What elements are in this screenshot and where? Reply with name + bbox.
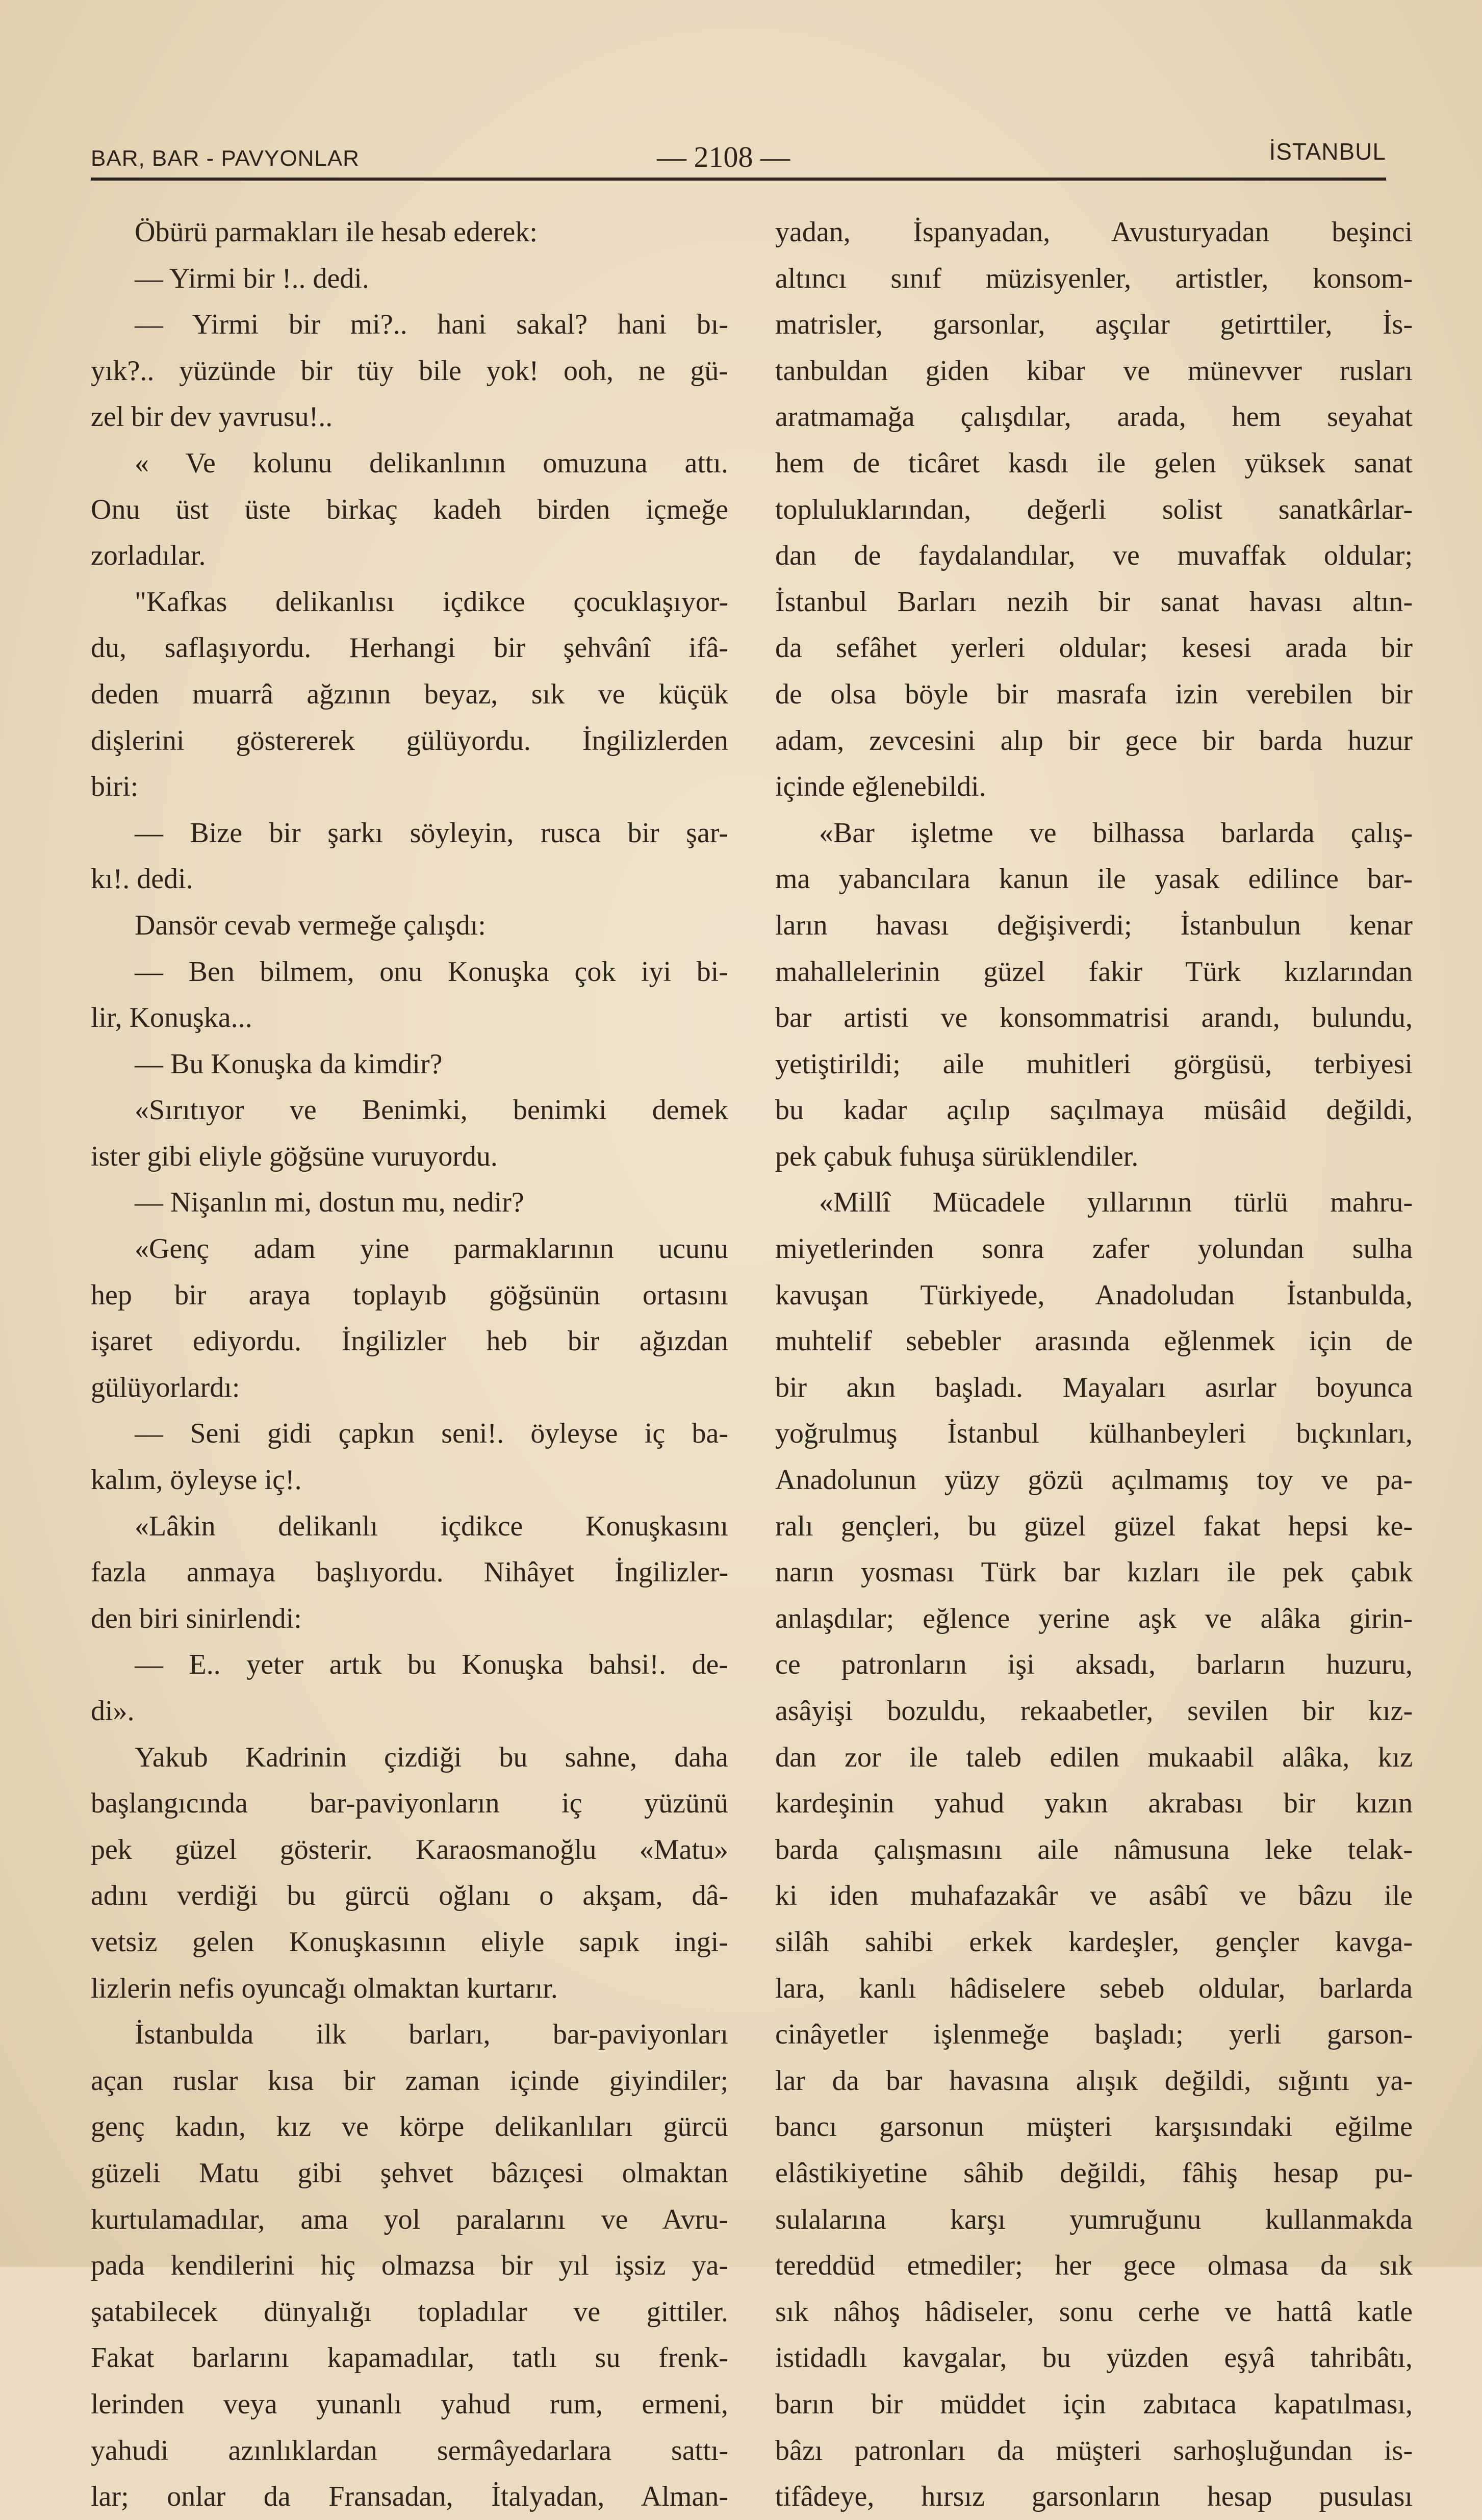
text-line: ların havası değişiverdi; İstanbulun kenar	[775, 909, 1413, 941]
right-column	[775, 209, 1413, 2520]
text-line: sık nâhoş hâdiseler, sonu cerhe ve hattâ katle	[775, 2296, 1413, 2328]
text-line: sulalarına karşı yumruğunu kullanmakda	[775, 2203, 1413, 2235]
text-line: zorladılar.	[91, 540, 206, 572]
running-header	[91, 138, 1386, 179]
text-line: altıncı sınıf müzisyenler, artistler, konsom-	[775, 262, 1413, 294]
text-line: Fakat barlarını kapamadılar, tatlı su frenk-	[91, 2342, 728, 2374]
text-line: elâstikiyetine sâhib değildi, fâhiş hesap pu-	[775, 2157, 1413, 2189]
text-line: bar artisti ve konsommatrisi arandı, bulundu,	[775, 1002, 1413, 1034]
text-line: Anadolunun yüzy gözü açılmamış toy ve pa-	[775, 1464, 1413, 1496]
text-line: matrisler, garsonlar, aşçılar getirttiler, İs-	[775, 309, 1413, 341]
text-line: de olsa böyle bir masrafa izin verebilen bir	[775, 678, 1413, 710]
text-line: biri:	[91, 771, 139, 803]
text-line: adam, zevcesini alıp bir gece bir barda huzur	[775, 724, 1413, 757]
text-line: işaret ediyordu. İngilizler heb bir ağızdan	[91, 1325, 728, 1357]
text-line: narın yosması Türk bar kızları ile pek çabık	[775, 1556, 1413, 1589]
text-line: İstanbulda ilk barları, bar-paviyonları	[135, 2019, 728, 2051]
text-line: kardeşinin yahud yakın akrabası bir kızın	[775, 1787, 1413, 1820]
text-line: içinde eğlenebildi.	[775, 771, 986, 803]
text-line: «Sırıtıyor ve Benimki, benimki demek	[135, 1094, 728, 1126]
page-number: — 2108 —	[657, 140, 790, 173]
text-line: ki iden muhafazakâr ve asâbî ve bâzu ile	[775, 1880, 1413, 1912]
text-line: başlangıcında bar-paviyonların iç yüzünü	[91, 1787, 728, 1820]
text-line: kı!. dedi.	[91, 863, 193, 895]
text-line: lara, kanlı hâdiselere sebeb oldular, barlarda	[775, 1972, 1413, 2004]
text-line: « Ve kolunu delikanlının omuzuna attı.	[135, 447, 728, 479]
text-line: — Seni gidi çapkın seni!. öyleyse iç ba-	[135, 1418, 728, 1450]
text-line: lerinden veya yunanlı yahud rum, ermeni,	[91, 2388, 728, 2420]
text-line: yoğrulmuş İstanbul külhanbeyleri bıçkınları,	[775, 1418, 1413, 1450]
text-line: pada kendilerini hiç olmazsa bir yıl işsiz ya-	[91, 2250, 728, 2282]
text-line: dan de faydalandılar, ve muvaffak oldular;	[775, 540, 1413, 572]
text-line: tanbuldan giden kibar ve münevver rusları	[775, 355, 1413, 387]
text-line: kavuşan Türkiyede, Anadoludan İstanbulda,	[775, 1279, 1413, 1311]
text-line: silâh sahibi erkek kardeşler, gençler kavga-	[775, 1926, 1413, 1958]
text-line: yetiştirildi; aile muhitleri görgüsü, terbiyesi	[775, 1048, 1413, 1080]
text-line: Dansör cevab vermeğe çalışdı:	[135, 909, 486, 941]
text-line: şatabilecek dünyalığı topladılar ve gittiler.	[91, 2296, 728, 2328]
text-line: ister gibi eliyle göğsüne vuruyordu.	[91, 1140, 498, 1172]
text-line: bancı garsonun müşteri karşısındaki eğilme	[775, 2111, 1413, 2143]
text-line: yahudi azınlıklardan sermâyedarlara sattı-	[91, 2434, 728, 2466]
text-line: «Lâkin delikanlı içdikce Konuşkasını	[135, 1510, 728, 1542]
text-line: — Bu Konuşka da kimdir?	[135, 1048, 443, 1080]
text-line: pek çabuk fuhuşa sürüklendiler.	[775, 1140, 1139, 1172]
header-book-title: İSTANBUL	[1269, 138, 1386, 165]
text-line: lizlerin nefis oyuncağı olmaktan kurtarır.	[91, 1972, 558, 2004]
text-line: ma yabancılara kanun ile yasak edilince bar-	[775, 863, 1413, 895]
text-line: mahallelerinin güzel fakir Türk kızlarından	[775, 955, 1413, 988]
text-line: muhtelif sebebler arasında eğlenmek için de	[775, 1325, 1413, 1357]
text-line: hep bir araya toplayıb göğsünün ortasını	[91, 1279, 728, 1311]
text-line: barda çalışmasını aile nâmusuna leke telak-	[775, 1833, 1413, 1866]
text-line: ralı gençleri, bu güzel güzel fakat hepsi ke-	[775, 1510, 1413, 1542]
text-line: miyetlerinden sonra zafer yolundan sulha	[775, 1233, 1413, 1265]
text-line: zel bir dev yavrusu!..	[91, 401, 333, 433]
left-column	[91, 209, 728, 2520]
header-section-title: BAR, BAR - PAVYONLAR	[91, 146, 360, 171]
text-line: gülüyorlardı:	[91, 1371, 240, 1403]
text-line: bu kadar açılıp saçılmaya müsâid değildi,	[775, 1094, 1413, 1126]
text-line: "Kafkas delikanlısı içdikce çocuklaşıyor-	[135, 586, 728, 618]
text-line: genç kadın, kız ve körpe delikanlıları gürcü	[91, 2111, 728, 2143]
text-line: güzeli Matu gibi şehvet bâzıçesi olmaktan	[91, 2157, 728, 2189]
text-line: du, saflaşıyordu. Herhangi bir şehvânî ifâ-	[91, 632, 728, 664]
text-line: «Bar işletme ve bilhassa barlarda çalış-	[819, 817, 1413, 849]
text-line: anlaşdılar; eğlence yerine aşk ve alâka girin-	[775, 1602, 1413, 1634]
text-line: cinâyetler işlenmeğe başladı; yerli garson-	[775, 2019, 1413, 2051]
text-line: «Millî Mücadele yıllarının türlü mahru-	[819, 1187, 1413, 1219]
text-line: den biri sinirlendi:	[91, 1602, 302, 1634]
text-line: kurtulamadılar, ama yol paralarını ve Avru-	[91, 2203, 728, 2235]
text-line: Yakub Kadrinin çizdiği bu sahne, daha	[135, 1741, 728, 1773]
text-line: hem de ticâret kasdı ile gelen yüksek sanat	[775, 447, 1413, 479]
text-line: — Yirmi bir mi?.. hani sakal? hani bı-	[135, 309, 728, 341]
text-line: deden muarrâ ağzının beyaz, sık ve küçük	[91, 678, 728, 710]
text-line: di».	[91, 1695, 135, 1727]
text-line: pek güzel gösterir. Karaosmanoğlu «Matu»	[91, 1833, 728, 1866]
text-line: Öbürü parmakları ile hesab ederek:	[135, 216, 538, 248]
text-line: istidadlı kavgalar, bu yüzden eşyâ tahribâtı,	[775, 2342, 1413, 2374]
header-rule	[91, 178, 1386, 181]
text-line: kalım, öyleyse iç!.	[91, 1464, 302, 1496]
text-line: fazla anmaya başlıyordu. Nihâyet İngilizler-	[91, 1556, 728, 1589]
text-line: topluluklarından, değerli solist sanatkârlar-	[775, 493, 1413, 525]
text-line: lar da bar havasına alışık değildi, sığıntı ya-	[775, 2064, 1413, 2097]
text-line: — Nişanlın mi, dostun mu, nedir?	[135, 1187, 524, 1219]
text-line: bâzı patronları da müşteri sarhoşluğundan is-	[775, 2434, 1413, 2466]
text-line: asâyişi bozuldu, rekaabetler, sevilen bir kız-	[775, 1695, 1413, 1727]
text-line: — Yirmi bir !.. dedi.	[135, 262, 369, 294]
text-line: — Ben bilmem, onu Konuşka çok iyi bi-	[135, 955, 728, 988]
text-line: vetsiz gelen Konuşkasının eliyle sapık ingi-	[91, 1926, 728, 1958]
text-line: lir, Konuşka...	[91, 1002, 252, 1034]
text-line: bir akın başladı. Mayaları asırlar boyunca	[775, 1371, 1413, 1403]
text-line: barın bir müddet için zabıtaca kapatılması,	[775, 2388, 1413, 2420]
text-line: tifâdeye, hırsız garsonların hesap pusulası	[775, 2481, 1413, 2513]
text-line: — Bize bir şarkı söyleyin, rusca bir şar-	[135, 817, 728, 849]
text-line: tereddüd etmediler; her gece olmasa da sık	[775, 2250, 1413, 2282]
text-line: yık?.. yüzünde bir tüy bile yok! ooh, ne gü-	[91, 355, 728, 387]
text-line: lar; onlar da Fransadan, İtalyadan, Alman-	[91, 2481, 728, 2513]
text-line: adını verdiği bu gürcü oğlanı o akşam, dâ-	[91, 1880, 728, 1912]
text-line: aratmamağa çalışdılar, arada, hem seyahat	[775, 401, 1413, 433]
text-line: İstanbul Barları nezih bir sanat havası altın-	[775, 586, 1413, 618]
text-line: da sefâhet yerleri oldular; kesesi arada bir	[775, 632, 1413, 664]
text-line: dişlerini göstererek gülüyordu. İngilizlerden	[91, 724, 728, 757]
text-line: «Genç adam yine parmaklarının ucunu	[135, 1233, 728, 1265]
text-line: — E.. yeter artık bu Konuşka bahsi!. de-	[135, 1649, 728, 1681]
text-line: açan ruslar kısa bir zaman içinde giyindiler;	[91, 2064, 728, 2097]
text-line: ce patronların işi aksadı, barların huzuru,	[775, 1649, 1413, 1681]
text-line: yadan, İspanyadan, Avusturyadan beşinci	[775, 216, 1413, 248]
text-line: Onu üst üste birkaç kadeh birden içmeğe	[91, 493, 728, 525]
text-line: dan zor ile taleb edilen mukaabil alâka, kız	[775, 1741, 1413, 1773]
